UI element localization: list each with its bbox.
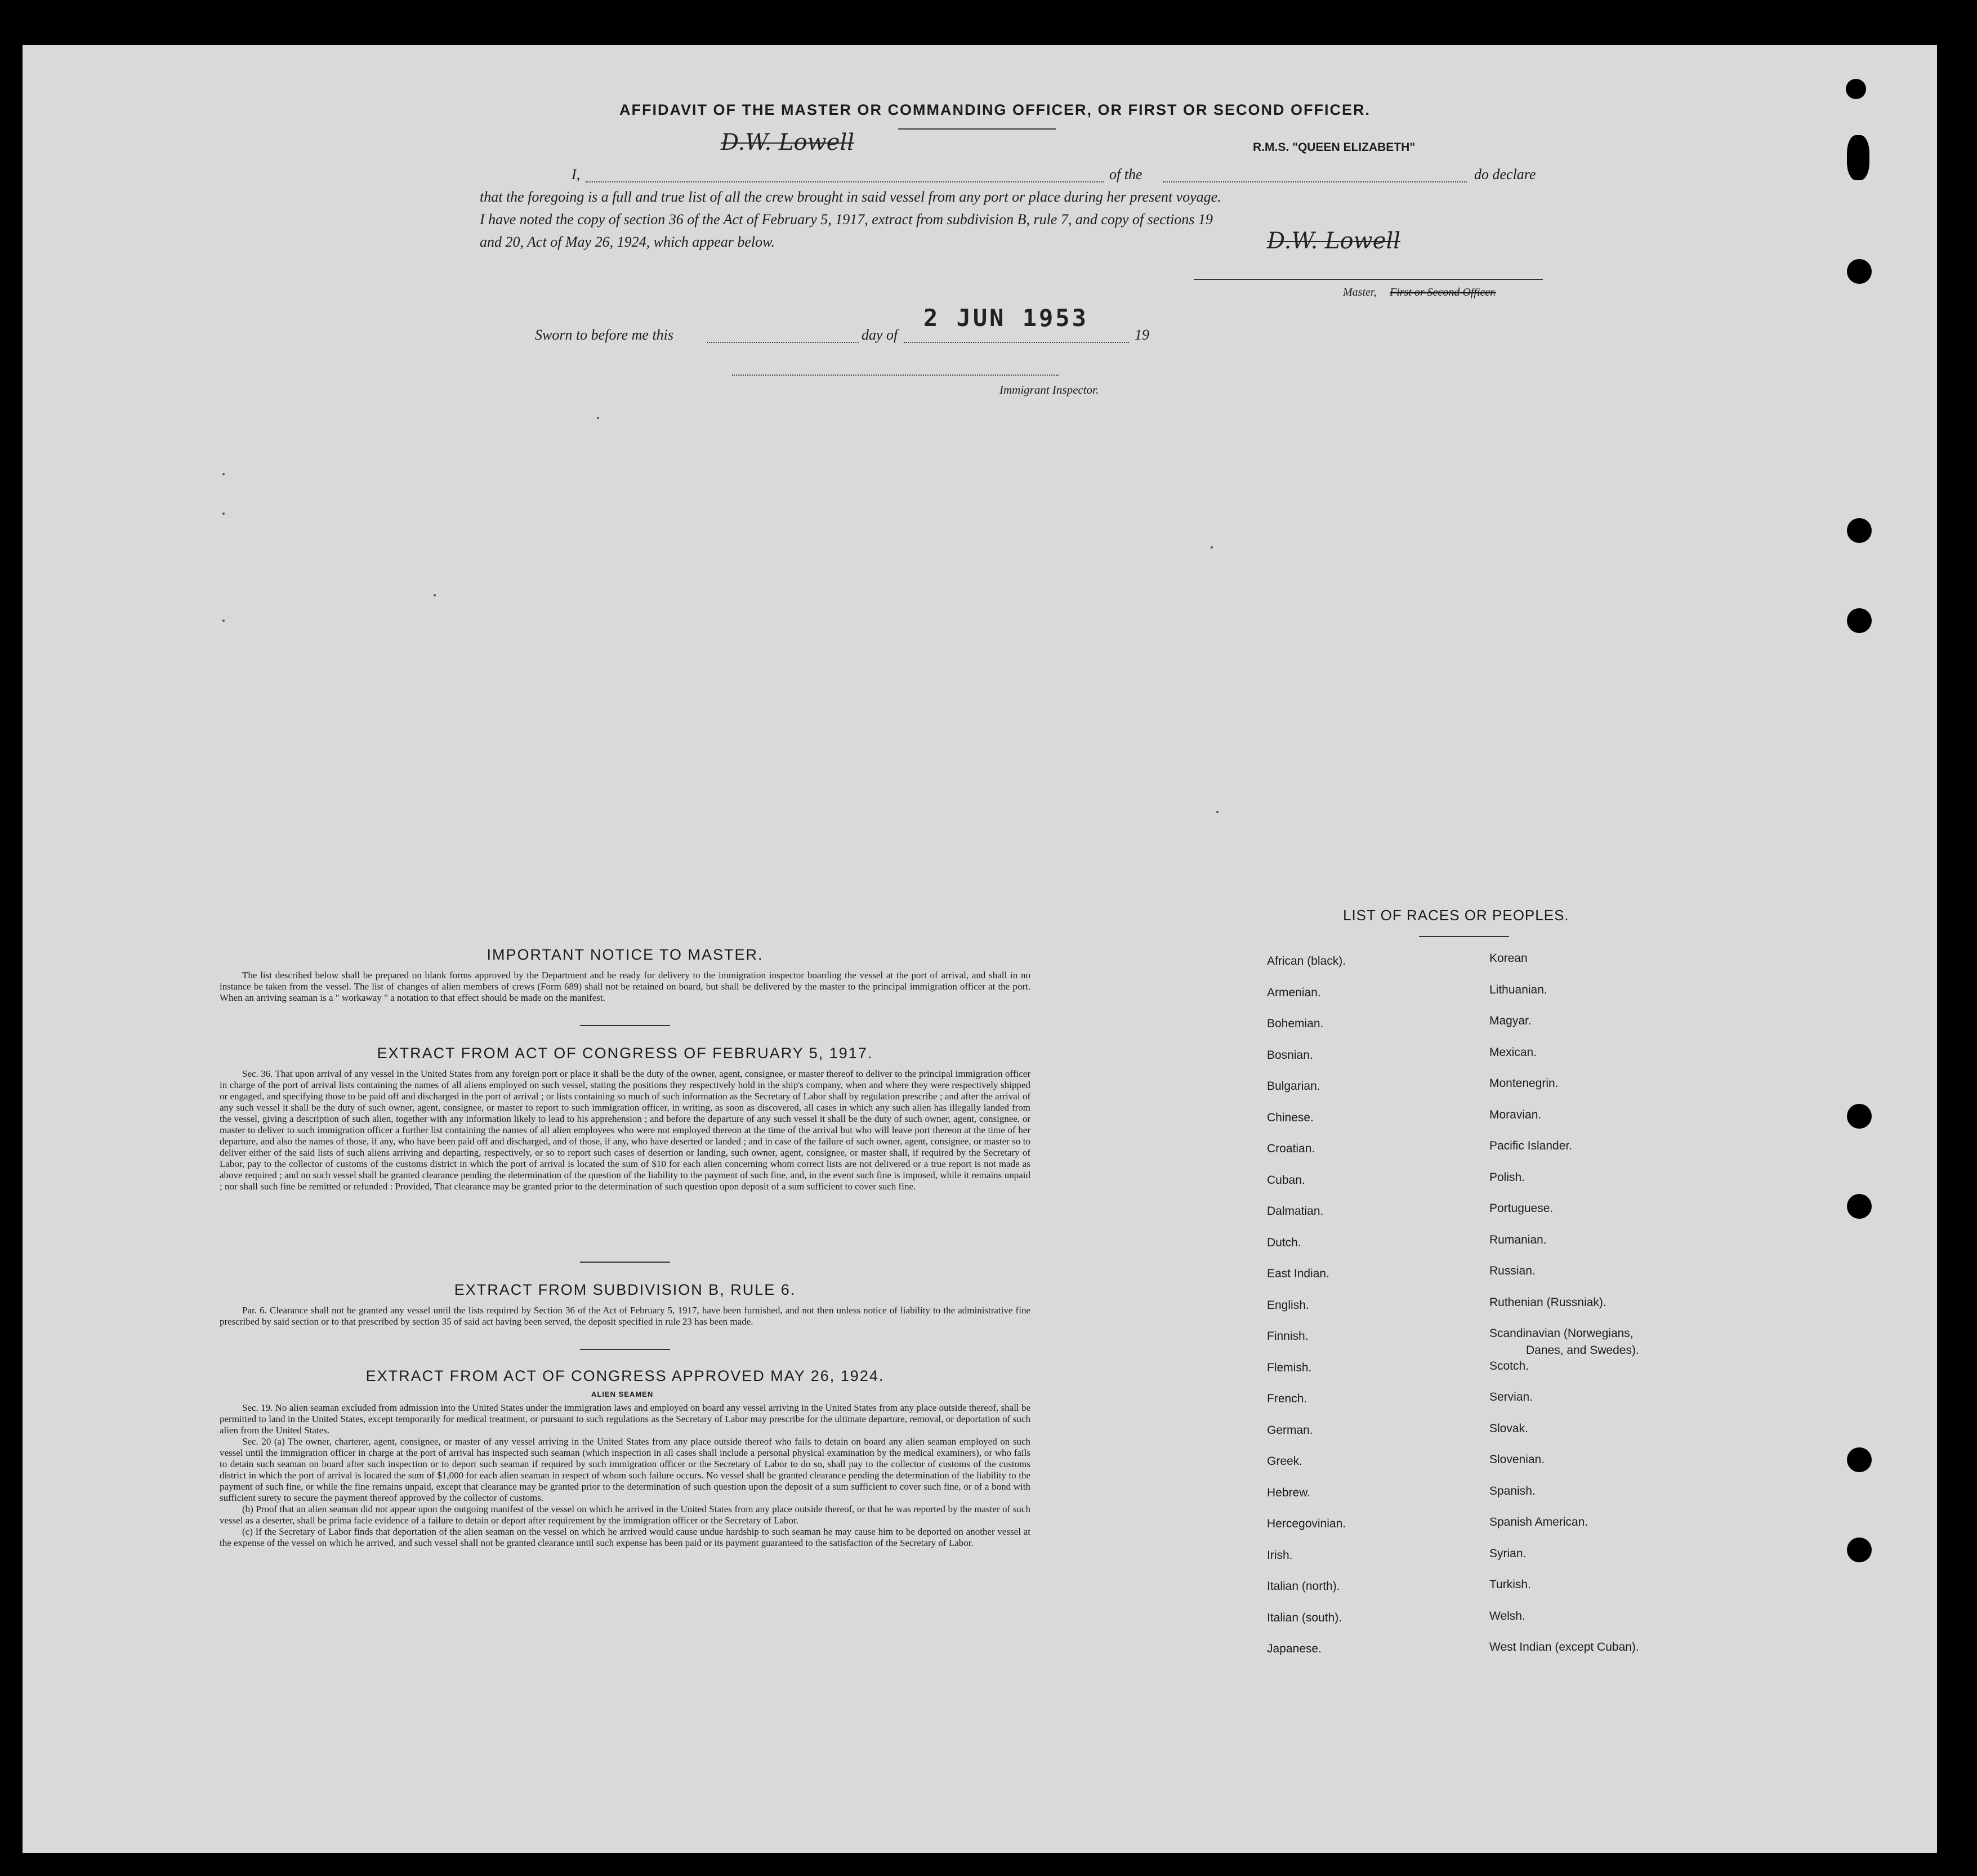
- inspector-line: [732, 375, 1059, 376]
- race-item: Cuban.: [1267, 1173, 1305, 1187]
- notice-text: The list described below shall be prepared on blank forms approved by the Department and be ready for delivery to the immigration inspector boarding the vessel at the port of arrival, and shall in no instance be taken from the vessel. The list of changes of alien members of crews (Form 689) shall not be retained on board, but shall be delivered by the master to the principal immigration officer at the port. When an arriving seaman is a " workaway " a notation to that effect should be made on the manifest.: [220, 970, 1030, 1003]
- extract-rule6-title: EXTRACT FROM SUBDIVISION B, RULE 6.: [454, 1281, 796, 1298]
- race-item: African (black).: [1267, 955, 1346, 968]
- date-stamp: 2 JUN 1953: [923, 304, 1088, 332]
- race-item: French.: [1267, 1392, 1307, 1405]
- race-item: Dutch.: [1267, 1236, 1301, 1249]
- race-item: Hebrew.: [1267, 1486, 1311, 1499]
- race-item: Mexican.: [1489, 1045, 1537, 1059]
- sec-20b-text: (b) Proof that an alien seaman did not appear upon the outgoing manifest of the vessel on which he arrived in the United States from any place outside thereof, or that he was reported by the master of such vessel as a deserter, shall be prima facie evidence of a failure to detain or deport after requirement by the immigration officer or the Secretary of Labor.: [220, 1504, 1030, 1526]
- race-item: Magyar.: [1489, 1014, 1532, 1027]
- year-prefix: 19: [1135, 327, 1149, 343]
- race-item: Italian (south).: [1267, 1611, 1342, 1624]
- race-item: Scotch.: [1489, 1359, 1529, 1373]
- signature-master: D.W. Lowell: [1267, 228, 1401, 254]
- race-item: Moravian.: [1489, 1108, 1542, 1121]
- speck: [597, 417, 599, 419]
- race-item: Rumanian.: [1489, 1233, 1547, 1246]
- punch-hole: [1847, 135, 1869, 180]
- race-item: Scandinavian (Norwegians,: [1489, 1327, 1634, 1340]
- races-title: LIST OF RACES OR PEOPLES.: [1343, 907, 1569, 924]
- punch-hole: [1847, 608, 1872, 633]
- races-underline: [1419, 936, 1509, 937]
- signature-top: D.W. Lowell: [721, 130, 855, 155]
- race-item: Welsh.: [1489, 1609, 1525, 1623]
- extract-1924-title: EXTRACT FROM ACT OF CONGRESS APPROVED MAY 26, 1924.: [365, 1367, 885, 1384]
- punch-hole: [1847, 518, 1872, 543]
- sec-20a-text: Sec. 20 (a) The owner, charterer, agent, consignee, or master of any vessel arriving in the United States from any place outside thereof who fails to detain on board any alien seaman employed on such vessel until the immigration officer in charge at the port of arrival has inspected such seaman (which inspection in all cases shall include a personal physical examination by the medical examiners), or who fails to detain such seaman on board after such inspection or to deport such seaman if required by such immigration officer or the Secretary of Labor to do so, shall pay to the collector of customs of the customs district in which the port of arrival is located the sum of $1,000 for each alien seaman in respect of whom such failure occurs. No vessel shall be granted clearance pending the determination of the liability to the payment of such fine, or while the fine remains unpaid, except that clearance may be granted prior to the determination of such question upon the deposit of a sum sufficient to cover such fine, or of a bond with sufficient surety to secure the payment thereof approved by the collector of customs.: [220, 1436, 1030, 1503]
- sworn-day-line: [707, 342, 859, 343]
- affidavit-line-4: and 20, Act of May 26, 1924, which appear below.: [480, 234, 775, 250]
- race-item: Spanish.: [1489, 1484, 1536, 1498]
- race-item: Polish.: [1489, 1170, 1525, 1184]
- race-item: Bohemian.: [1267, 1017, 1324, 1030]
- race-item: Flemish.: [1267, 1361, 1312, 1374]
- extract-1917-title: EXTRACT FROM ACT OF CONGRESS OF FEBRUARY 5, 1917.: [377, 1045, 873, 1062]
- race-item: Dalmatian.: [1267, 1205, 1324, 1218]
- race-item: Pacific Islander.: [1489, 1139, 1573, 1152]
- race-item: Turkish.: [1489, 1578, 1531, 1591]
- day-of-label: day of: [862, 327, 898, 343]
- sec-19-text: Sec. 19. No alien seaman excluded from admission into the United States under the immigration laws and employed on board any vessel arriving in the United States from any place outside thereof, shall be permitted to land in the United States, except temporarily for medical treatment, or pursuant to such regulations as the Secretary of Labor may prescribe for the ultimate departure, removal, or deportation of such alien from the United States.: [220, 1402, 1030, 1436]
- master-label: Master,: [1343, 286, 1377, 298]
- divider-2: [580, 1262, 670, 1263]
- title-underline: [898, 128, 1056, 130]
- race-item: Portuguese.: [1489, 1202, 1554, 1215]
- extract-1917-text: Sec. 36. That upon arrival of any vessel in the United States from any foreign port or place it shall be the duty of the owner, agent, consignee, or master thereof to deliver to the principal immigration officer in charge of the port of arrival lists containing the names of all aliens employed on such vessel, stating the positions they respectively hold in the ship's company, when and where they were respectively shipped or engaged, and specifying those to be paid off and discharged in the port of arrival ; or lists containing so much of such information as the Secretary of Labor shall by regulation prescribe ; and after the arrival of any such vessel it shall be the duty of such owner, agent, consignee, or master to report to such immigration officer, in writing, as soon as discovered, all cases in which any such alien has illegally landed from the vessel, giving a description of such alien, together with any information likely to lead to his apprehension ; and before the departure of any such vessel it shall be the duty of such owner, agent, consignee, or master to deliver to such immigration officer a further list containing the names of all alien employees who were not employed thereon at the time of the arrival but who will leave port thereon at the time of her departure, and also the names of those, if any, who have been paid off and discharged, and of those, if any, who have deserted or landed ; and in case of the failure of such owner, agent, consignee, or master so to deliver either of the said lists of such aliens arriving and departing, respectively, or so to report such cases of desertion or landing, such owner, agent, consignee, or master shall, if required by the Secretary of Labor, pay to the collector of customs of the customs district in which the port of arrival is located the sum of $10 for each alien concerning whom correct lists are not delivered or a true report is not made as above required ; and no such vessel shall be granted clearance pending the determination of the question of the liability to the payment of such fine, and, in the event such fine is imposed, while it remains unpaid ; nor shall such fine be remitted or refunded : Provided, That clearance may be granted prior to the determination of such question upon deposit of a sum sufficient to cover such fine.: [220, 1068, 1030, 1192]
- extract-1924-body: [220, 1402, 1030, 1549]
- speck: [1211, 546, 1213, 549]
- signature-line: [1194, 279, 1543, 280]
- race-item: Bosnian.: [1267, 1048, 1313, 1062]
- punch-hole: [1846, 79, 1866, 99]
- extract-rule6-text: Par. 6. Clearance shall not be granted any vessel until the lists required by Section 36 of the Act of February 5, 1917, have been furnished, and not then unless notice of liability to the administrative fine prescribed by said section or to that prescribed by section 35 of said act having been served, the deposit specified in rule 23 has been made.: [220, 1305, 1030, 1327]
- affidavit-line-3: I have noted the copy of section 36 of the Act of February 5, 1917, extract from subdivision B, rule 7, and copy of sections 19: [480, 211, 1213, 228]
- speck: [222, 620, 225, 622]
- do-declare-label: do declare: [1474, 166, 1536, 182]
- race-item: East Indian.: [1267, 1267, 1329, 1280]
- divider-3: [580, 1349, 670, 1350]
- race-item: Armenian.: [1267, 986, 1321, 999]
- punch-hole: [1847, 1538, 1872, 1562]
- punch-hole: [1847, 1194, 1872, 1219]
- speck: [222, 513, 225, 515]
- ship-name: R.M.S. "QUEEN ELIZABETH": [1253, 141, 1416, 154]
- race-item: Ruthenian (Russniak).: [1489, 1295, 1606, 1309]
- sec-20c-text: (c) If the Secretary of Labor finds that deportation of the alien seaman on the vessel on which he arrived would cause undue hardship to such seaman he may cause him to be deported on another vessel at the expense of the vessel on which he arrived, and such vessel shall not be granted clearance until such expense has been paid or its payment guaranteed to the satisfaction of the Secretary of Labor.: [220, 1526, 1030, 1548]
- affidavit-line-2: that the foregoing is a full and true list of all the crew brought in said vessel from any port or place during her present voyage.: [480, 189, 1221, 205]
- speck: [434, 594, 436, 596]
- punch-hole: [1847, 1447, 1872, 1472]
- inspector-label: Immigrant Inspector.: [999, 383, 1099, 396]
- race-item: Syrian.: [1489, 1547, 1527, 1560]
- officer-struck-label: First or Second Officer.: [1390, 286, 1496, 298]
- race-item: Bulgarian.: [1267, 1080, 1320, 1093]
- document-page: [23, 45, 1937, 1853]
- race-item: West Indian (except Cuban).: [1489, 1641, 1639, 1654]
- race-item: Greek.: [1267, 1455, 1303, 1468]
- speck: [222, 473, 225, 475]
- race-item: Croatian.: [1267, 1142, 1315, 1155]
- race-item: Slovenian.: [1489, 1453, 1545, 1466]
- i-label: I,: [572, 166, 581, 182]
- name-line: [586, 181, 1104, 182]
- race-item: German.: [1267, 1423, 1313, 1437]
- divider-1: [580, 1025, 670, 1026]
- race-item: Servian.: [1489, 1391, 1533, 1403]
- sworn-month-line: [904, 342, 1129, 343]
- extract-1924-subtitle: ALIEN SEAMEN: [591, 1390, 654, 1398]
- race-item: Slovak.: [1489, 1422, 1528, 1435]
- race-item: Chinese.: [1267, 1111, 1314, 1124]
- vessel-line: [1163, 181, 1467, 182]
- race-item: Italian (north).: [1267, 1580, 1340, 1593]
- race-item: Spanish American.: [1489, 1516, 1588, 1529]
- affidavit-title: AFFIDAVIT OF THE MASTER OR COMMANDING OFFICER, OR FIRST OR SECOND OFFICER.: [619, 101, 1371, 118]
- speck: [1216, 811, 1219, 813]
- race-item: Irish.: [1267, 1548, 1293, 1562]
- notice-title: IMPORTANT NOTICE TO MASTER.: [487, 946, 764, 963]
- race-item: Hercegovinian.: [1267, 1517, 1346, 1530]
- race-item: Japanese.: [1267, 1642, 1322, 1655]
- race-item: Lithuanian.: [1489, 983, 1547, 996]
- punch-hole: [1847, 1104, 1872, 1129]
- race-item: Russian.: [1489, 1264, 1536, 1277]
- punch-hole: [1847, 259, 1872, 284]
- race-scandinavian-cont: Danes, and Swedes).: [1526, 1344, 1639, 1357]
- race-item: Montenegrin.: [1489, 1077, 1559, 1090]
- sworn-label: Sworn to before me this: [535, 327, 674, 343]
- race-item: Korean: [1489, 952, 1528, 965]
- of-the-label: of the: [1109, 166, 1143, 182]
- race-item: Finnish.: [1267, 1330, 1309, 1343]
- race-item: English.: [1267, 1298, 1309, 1312]
